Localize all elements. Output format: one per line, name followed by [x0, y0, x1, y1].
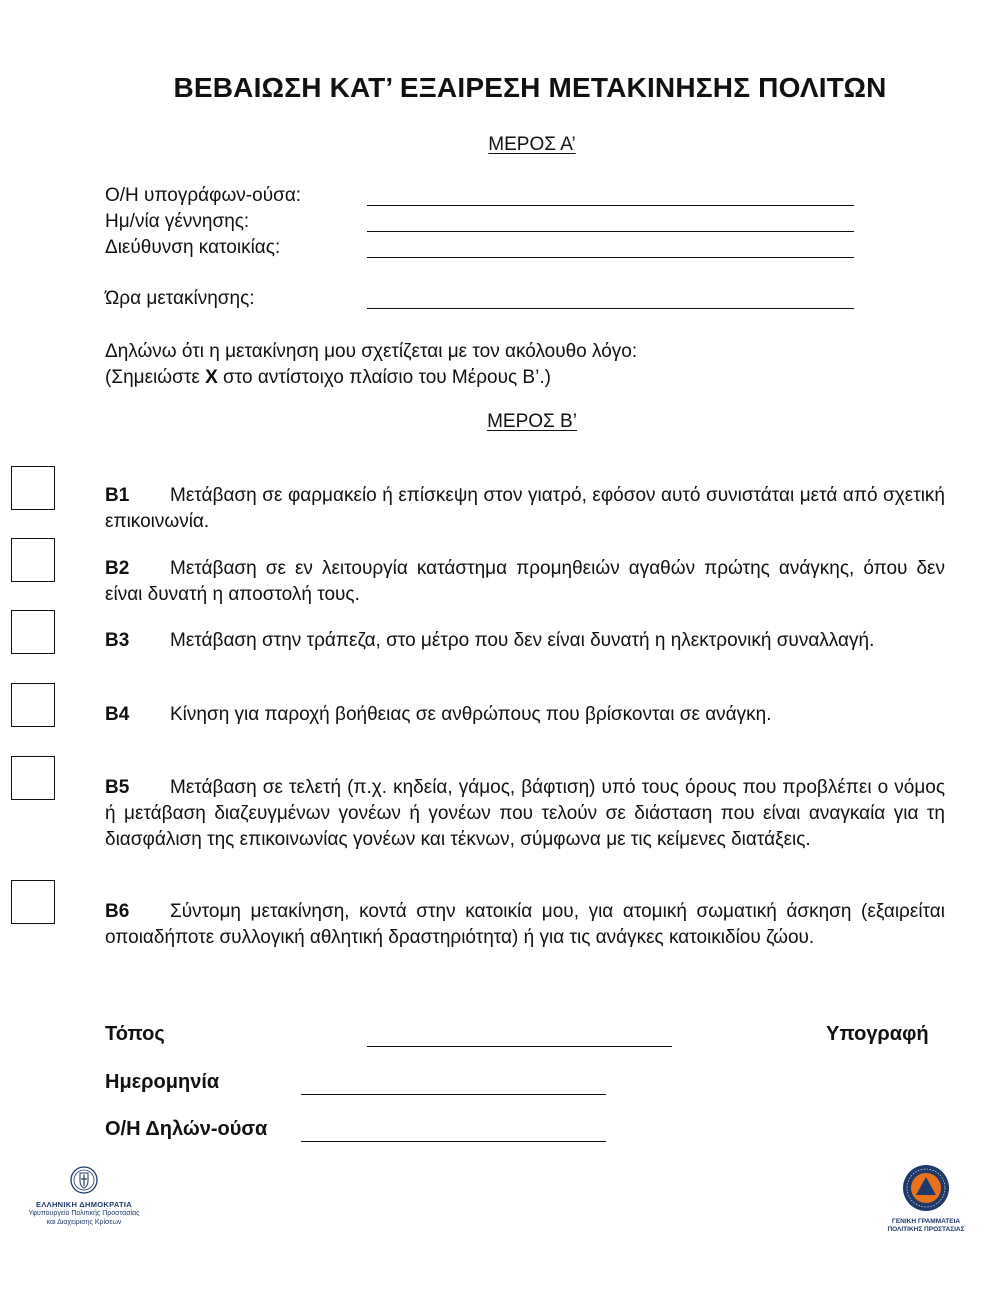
reason-text: Μετάβαση σε εν λειτουργία κατάστημα προμηθειών αγαθών πρώτης ανάγκης, όπου δεν είναι δυνατή η αποστολή τους.: [105, 558, 945, 605]
declaration-line-1: Δηλώνω ότι η μετακίνηση μου σχετίζεται με τον ακόλουθο λόγο:: [105, 341, 638, 362]
declarant-label: Ο/Η Δηλών-ούσα: [105, 1118, 268, 1140]
checkbox-b6[interactable]: [11, 880, 55, 924]
checkbox-b4[interactable]: [11, 683, 55, 727]
checkbox-b1[interactable]: [11, 466, 55, 510]
reason-code: Β4: [105, 704, 130, 725]
logo-right-line-1: ΓΕΝΙΚΗ ΓΡΑΜΜΑΤΕΙΑ: [891, 1218, 961, 1225]
declarant-field[interactable]: [301, 1141, 606, 1142]
part-a-heading: ΜΕΡΟΣ Α’: [488, 134, 576, 155]
reason-code: Β5: [105, 777, 130, 798]
mark-symbol: Χ: [205, 367, 218, 388]
birth-date-field[interactable]: [367, 231, 854, 232]
date-field[interactable]: [301, 1094, 606, 1095]
checkbox-b2[interactable]: [11, 538, 55, 582]
birth-date-label: Ημ/νία γέννησης:: [105, 211, 250, 232]
reason-b5: [105, 775, 945, 853]
departure-time-field[interactable]: [367, 308, 854, 309]
reason-b1: [105, 483, 945, 535]
checkbox-b5[interactable]: [11, 756, 55, 800]
declaration-text: [105, 339, 637, 391]
document-title: ΒΕΒΑΙΩΣΗ ΚΑΤ’ ΕΞΑΙΡΕΣΗ ΜΕΤΑΚΙΝΗΣΗΣ ΠΟΛΙΤΩΝ: [173, 72, 887, 103]
departure-time-label: Ώρα μετακίνησης:: [105, 288, 255, 309]
checkbox-b3[interactable]: [11, 610, 55, 654]
logo-left-line-2: Υφυπουργείο Πολιτικής Προστασίας: [28, 1210, 140, 1217]
signature-label: Υπογραφή: [826, 1023, 929, 1045]
logo-left-line-3: και Διαχείρισης Κρίσεων: [46, 1219, 122, 1226]
reason-b2: [105, 556, 945, 608]
place-label: Τόπος: [105, 1023, 165, 1045]
reason-code: Β1: [105, 485, 130, 506]
part-b-heading: ΜΕΡΟΣ Β’: [487, 411, 577, 432]
reason-b4: [105, 702, 945, 728]
address-field[interactable]: [367, 257, 854, 258]
logo-right-line-2: ΠΟΛΙΤΙΚΗΣ ΠΡΟΣΤΑΣΙΑΣ: [887, 1226, 965, 1233]
coat-of-arms-icon: [69, 1165, 99, 1195]
reason-text: Σύντομη μετακίνηση, κοντά στην κατοικία μου, για ατομική σωματική άσκηση (εξαιρείται οποιαδήποτε συλλογική αθλητική δραστηριότητα) ή για τις ανάγκες κατοικιδίου ζώου.: [105, 901, 945, 948]
logo-left-line-1: ΕΛΛΗΝΙΚΗ ΔΗΜΟΚΡΑΤΙΑ: [36, 1200, 132, 1209]
address-label: Διεύθυνση κατοικίας:: [105, 237, 281, 258]
reason-b3: [105, 628, 945, 654]
signer-name-field[interactable]: [367, 205, 854, 206]
reason-text: Κίνηση για παροχή βοήθειας σε ανθρώπους που βρίσκονται σε ανάγκη.: [170, 704, 772, 725]
reason-code: Β6: [105, 901, 130, 922]
place-field[interactable]: [367, 1046, 672, 1047]
civil-protection-seal-icon: [901, 1163, 951, 1213]
reason-code: Β2: [105, 558, 130, 579]
civil-protection-logo: [886, 1163, 966, 1234]
declaration-line-2: (Σημειώστε Χ στο αντίστοιχο πλαίσιο του Μέρους Β’.): [105, 367, 551, 388]
reason-text: Μετάβαση στην τράπεζα, στο μέτρο που δεν είναι δυνατή η ηλεκτρονική συναλλαγή.: [170, 630, 875, 651]
reason-text: Μετάβαση σε φαρμακείο ή επίσκεψη στον γιατρό, εφόσον αυτό συνιστάται μετά από σχετική επικοινωνία.: [105, 485, 945, 532]
signer-name-label: Ο/Η υπογράφων-ούσα:: [105, 185, 302, 206]
reason-text: Μετάβαση σε τελετή (π.χ. κηδεία, γάμος, βάφτιση) υπό τους όρους που προβλέπει ο νόμος ή μετάβαση διαζευγμένων γονέων ή γονέων που τελούν σε διάσταση που είναι αναγκαία για τη διασφάλιση της επικοινωνίας γονέων και τέκνων, σύμφωνα με τις κείμενες διατάξεις.: [105, 777, 945, 850]
reason-b6: [105, 899, 945, 951]
hellenic-republic-logo: [24, 1165, 144, 1227]
reason-code: Β3: [105, 630, 130, 651]
date-label: Ημερομηνία: [105, 1071, 220, 1093]
